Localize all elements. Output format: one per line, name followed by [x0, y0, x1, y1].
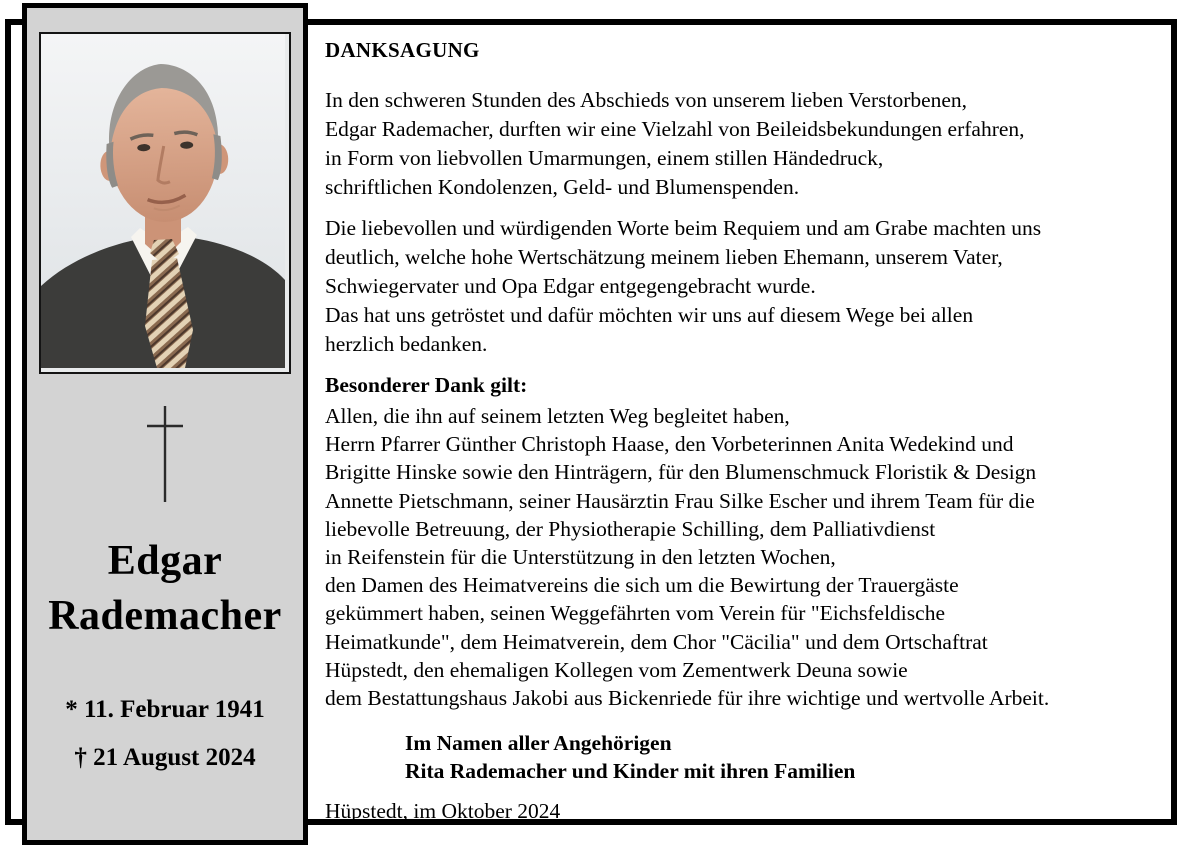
text-line: herzlich bedanken.: [325, 332, 488, 356]
text-line: liebevolle Betreuung, der Physiotherapie Schilling, dem Palliativdienst: [325, 516, 936, 541]
text-line: Die liebevollen und würdigenden Worte beim Requiem und am Grabe machten uns: [325, 216, 1042, 240]
paragraph-special-thanks: [325, 402, 1173, 712]
text-line: Edgar Rademacher, durften wir eine Vielzahl von Beileidsbekundungen erfahren,: [325, 117, 1025, 141]
text-line: deutlich, welche hohe Wertschätzung meinem lieben Ehemann, unserem Vater,: [325, 245, 1003, 269]
text-line: gekümmert haben, seinen Weggefährten vom Verein für "Eichsfeldische: [325, 601, 945, 626]
text-line: Das hat uns getröstet und dafür möchten wir uns auf diesem Wege bei allen: [325, 303, 974, 327]
deceased-first-name: Edgar: [107, 538, 223, 584]
text-line: in Reifenstein für die Unterstützung in den letzten Wochen,: [325, 545, 836, 570]
closing-signature: [405, 729, 1173, 785]
text-line: Schwiegervater und Opa Edgar entgegengebracht wurde.: [325, 274, 816, 298]
text-line: Brigitte Hinske sowie den Hinträgern, für den Blumenschmuck Floristik & Design: [325, 460, 1037, 485]
text-line: Hüpstedt, den ehemaligen Kollegen vom Zementwerk Deuna sowie: [325, 657, 908, 682]
closing-line-names: Rita Rademacher und Kinder mit ihren Familien: [405, 759, 856, 784]
deceased-last-name: Rademacher: [48, 593, 282, 639]
life-dates: [65, 696, 265, 772]
text-line: schriftlichen Kondolenzen, Geld- und Blumenspenden.: [325, 175, 800, 199]
paragraph-appreciation: [325, 214, 1173, 359]
thanks-notice: [325, 36, 1173, 826]
text-line: dem Bestattungshaus Jakobi aus Bickenriede für ihre wichtige und wertvolle Arbeit.: [325, 686, 1050, 711]
special-thanks-heading: Besonderer Dank gilt:: [325, 373, 528, 397]
closing-line-family: Im Namen aller Angehörigen: [405, 731, 672, 756]
place-and-date: Hüpstedt, im Oktober 2024: [325, 799, 561, 824]
deceased-name: [48, 534, 282, 644]
death-date: † 21 August 2024: [74, 744, 256, 771]
text-line: Allen, die ihn auf seinem letzten Weg begleitet haben,: [325, 404, 790, 428]
memorial-panel: [22, 3, 308, 845]
portrait-illustration: [41, 34, 285, 368]
text-line: Annette Pietschmann, seiner Hausärztin Frau Silke Escher und ihrem Team für die: [325, 488, 1035, 513]
memorial-cross-icon: [143, 404, 187, 504]
text-line: Herrn Pfarrer Günther Christoph Haase, den Vorbeterinnen Anita Wedekind und: [325, 432, 1014, 457]
birth-date: * 11. Februar 1941: [65, 696, 265, 723]
text-line: in Form von liebvollen Umarmungen, einem stillen Händedruck,: [325, 146, 884, 170]
text-line: In den schweren Stunden des Abschieds von unserem lieben Verstorbenen,: [325, 88, 968, 112]
notice-title: DANKSAGUNG: [325, 38, 480, 62]
text-line: den Damen des Heimatvereins die sich um die Bewirtung der Trauergäste: [325, 573, 959, 598]
paragraph-condolences: [325, 86, 1173, 202]
text-line: Heimatkunde", dem Heimatverein, dem Chor "Cäcilia" und dem Ortschaftrat: [325, 629, 988, 654]
portrait-photo: [39, 32, 291, 374]
